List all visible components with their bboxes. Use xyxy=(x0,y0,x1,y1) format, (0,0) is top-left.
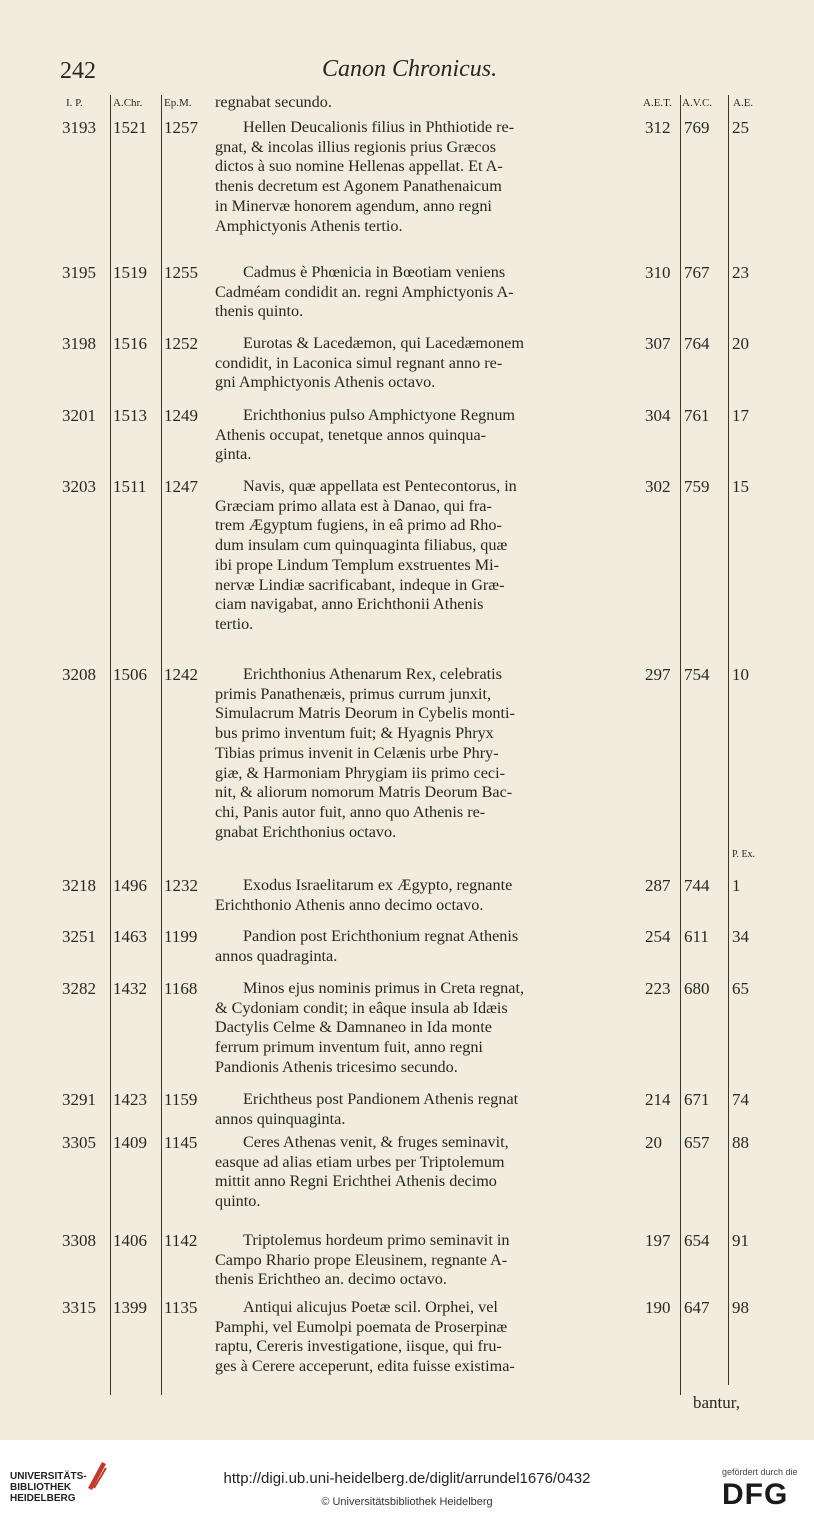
text-line: Ceres Athenas venit, & fruges seminavit, xyxy=(243,1133,509,1151)
year-ae: 25 xyxy=(732,118,749,137)
text-line: Pandion post Erichthonium regnat Athenis xyxy=(243,927,519,945)
text-line: quinto. xyxy=(215,1192,261,1211)
year-ip: 3198 xyxy=(62,334,96,353)
year-avc: 759 xyxy=(684,477,710,496)
year-avc: 671 xyxy=(684,1090,710,1109)
text-line: dictos à suo nomine Hellenas appellat. Et A- xyxy=(215,157,503,176)
text-line: & Cydoniam condit; in eâque insula ab Idæis xyxy=(215,998,508,1017)
text-line: gni Amphictyonis Athenis octavo. xyxy=(215,373,436,392)
text-line: thenis quinto. xyxy=(215,302,304,321)
year-aet: 312 xyxy=(645,118,671,137)
text-line: ibi prope Lindum Templum exstruentes Mi- xyxy=(215,555,500,574)
catchword: bantur, xyxy=(693,1393,740,1412)
column-rule xyxy=(680,95,681,1395)
year-aet: 223 xyxy=(645,979,671,998)
text-line: gnat, & incolas illius regionis prius Græcos xyxy=(215,137,497,156)
year-epm: 1242 xyxy=(164,665,198,684)
year-aet: 297 xyxy=(645,665,671,684)
year-epm: 1249 xyxy=(164,406,198,425)
year-epm: 1255 xyxy=(164,263,198,282)
year-ae: 20 xyxy=(732,334,749,353)
year-ae: 23 xyxy=(732,263,749,282)
side-note: P. Ex. xyxy=(732,849,756,860)
col-head-epm: Ep.M. xyxy=(164,97,192,109)
page-number: 242 xyxy=(60,58,96,84)
text-line: thenis decretum est Agonem Panathenaicum xyxy=(215,177,502,196)
year-epm: 1135 xyxy=(164,1298,198,1317)
text-line: in Minervæ honorem agendum, anno regni xyxy=(215,196,492,215)
text-line: Minos ejus nominis primus in Creta regnat, xyxy=(243,979,525,997)
year-achr: 1406 xyxy=(113,1231,147,1250)
text-line: Erichthonius Athenarum Rex, celebratis xyxy=(243,665,502,683)
text-line: easque ad alias etiam urbes per Triptolemum xyxy=(215,1152,505,1171)
text-line: Erichtheus post Pandionem Athenis regnat xyxy=(243,1090,519,1108)
year-epm: 1142 xyxy=(164,1231,198,1250)
year-ae: 15 xyxy=(732,477,749,496)
dfg-logo: DFG xyxy=(722,1478,789,1511)
text-line: nit, & aliorum nomorum Matris Deorum Bac- xyxy=(215,783,513,802)
year-achr: 1463 xyxy=(113,927,147,946)
entry-text xyxy=(215,118,635,236)
year-epm: 1252 xyxy=(164,334,198,353)
year-achr: 1496 xyxy=(113,876,147,895)
text-line: Antiqui alicujus Poetæ scil. Orphei, vel xyxy=(243,1298,498,1316)
year-avc: 764 xyxy=(684,334,710,353)
year-ip: 3208 xyxy=(62,665,96,684)
year-ip: 3195 xyxy=(62,263,96,282)
year-avc: 744 xyxy=(684,876,710,895)
year-achr: 1423 xyxy=(113,1090,147,1109)
text-line: trem Ægyptum fugiens, in eâ primo ad Rho- xyxy=(215,516,502,535)
text-line: dum insulam cum quinquaginta filiabus, quæ xyxy=(215,536,508,555)
year-achr: 1432 xyxy=(113,979,147,998)
entry-text xyxy=(215,927,635,966)
year-ip: 3308 xyxy=(62,1231,96,1250)
year-ae: 65 xyxy=(732,979,749,998)
running-title: Canon Chronicus. xyxy=(322,56,498,82)
year-epm: 1168 xyxy=(164,979,198,998)
text-line: bus primo inventum fuit; & Hyagnis Phryx xyxy=(215,724,494,743)
entry-text xyxy=(215,406,635,465)
continuation-text: regnabat secundo. xyxy=(215,93,332,111)
col-head-aet: A.E.T. xyxy=(643,97,672,109)
text-line: annos quinquaginta. xyxy=(215,1109,346,1128)
year-achr: 1409 xyxy=(113,1133,147,1152)
year-avc: 611 xyxy=(684,927,709,946)
col-head-ae: A.E. xyxy=(733,97,754,109)
text-line: Navis, quæ appellata est Pentecontorus, in xyxy=(243,477,517,495)
entry-text xyxy=(215,1090,635,1129)
entry-text xyxy=(215,477,635,635)
text-line: Exodus Israelitarum ex Ægypto, regnante xyxy=(243,876,513,894)
year-achr: 1506 xyxy=(113,665,147,684)
text-line: gnabat Erichthonius octavo. xyxy=(215,822,397,841)
year-aet: 190 xyxy=(645,1298,671,1317)
text-line: tertio. xyxy=(215,614,254,633)
text-line: Pamphi, vel Eumolpi poemata de Proserpinæ xyxy=(215,1317,508,1336)
year-ip: 3201 xyxy=(62,406,96,425)
text-line: ginta. xyxy=(215,445,252,464)
year-ae: 88 xyxy=(732,1133,749,1152)
funded-by-label: gefördert durch die xyxy=(722,1467,798,1477)
year-ip: 3305 xyxy=(62,1133,96,1152)
year-achr: 1399 xyxy=(113,1298,147,1317)
year-avc: 654 xyxy=(684,1231,710,1250)
year-ae: 10 xyxy=(732,665,749,684)
column-rule xyxy=(728,95,729,1385)
text-line: ciam navigabat, anno Erichthonii Athenis xyxy=(215,595,484,614)
text-line: raptu, Cereris investigatione, iisque, qui fru- xyxy=(215,1337,502,1356)
year-ae: 17 xyxy=(732,406,749,425)
text-line: Erichthonio Athenis anno decimo octavo. xyxy=(215,895,484,914)
text-line: Erichthonius pulso Amphictyone Regnum xyxy=(243,406,516,424)
year-avc: 657 xyxy=(684,1133,710,1152)
entry-text xyxy=(215,1298,635,1377)
text-line: giæ, & Harmoniam Phrygiam iis primo ceci- xyxy=(215,763,505,782)
year-achr: 1511 xyxy=(113,477,147,496)
logo-line: HEIDELBERG xyxy=(10,1493,76,1504)
entry-text xyxy=(215,1133,635,1212)
text-line: chi, Panis autor fuit, anno quo Athenis re- xyxy=(215,802,486,821)
text-line: Amphictyonis Athenis tertio. xyxy=(215,216,403,235)
text-line: Græciam primo allata est à Danao, qui fra- xyxy=(215,496,492,515)
year-aet: 302 xyxy=(645,477,671,496)
year-avc: 769 xyxy=(684,118,710,137)
text-line: nervæ Lindiæ sacrificabant, indeque in Græ- xyxy=(215,575,505,594)
year-aet: 214 xyxy=(645,1090,671,1109)
text-line: primis Panathenæis, primus currum junxit, xyxy=(215,684,492,703)
text-line: Hellen Deucalionis filius in Phthiotide re- xyxy=(243,118,515,136)
text-line: ges à Cerere acceperunt, edita fuisse existima- xyxy=(215,1357,515,1376)
year-aet: 310 xyxy=(645,263,671,282)
logo-line: BIBLIOTHEK xyxy=(10,1482,72,1493)
year-ae: 34 xyxy=(732,927,749,946)
text-line: mittit anno Regni Erichthei Athenis decimo xyxy=(215,1172,497,1191)
text-line: Dactylis Celme & Damnaneo in Ida monte xyxy=(215,1018,492,1037)
col-head-ip: I. P. xyxy=(66,97,83,109)
year-avc: 647 xyxy=(684,1298,710,1317)
entry-text xyxy=(215,876,635,915)
year-achr: 1513 xyxy=(113,406,147,425)
text-line: condidit, in Laconica simul regnant anno re- xyxy=(215,353,503,372)
year-aet: 20 xyxy=(645,1133,662,1152)
entry-text xyxy=(215,334,635,393)
year-epm: 1232 xyxy=(164,876,198,895)
entry-text xyxy=(215,665,635,842)
year-aet: 304 xyxy=(645,406,671,425)
year-aet: 254 xyxy=(645,927,671,946)
year-achr: 1516 xyxy=(113,334,147,353)
year-avc: 754 xyxy=(684,665,710,684)
year-achr: 1519 xyxy=(113,263,147,282)
year-ae: 91 xyxy=(732,1231,749,1250)
year-epm: 1257 xyxy=(164,118,198,137)
year-aet: 287 xyxy=(645,876,671,895)
logo-line: UNIVERSITÄTS- xyxy=(10,1471,87,1482)
text-line: Eurotas & Lacedæmon, qui Lacedæmonem xyxy=(243,334,524,352)
entry-text xyxy=(215,979,635,1078)
year-aet: 197 xyxy=(645,1231,671,1250)
year-epm: 1159 xyxy=(164,1090,198,1109)
year-avc: 767 xyxy=(684,263,710,282)
text-line: Athenis occupat, tenetque annos quinqua- xyxy=(215,425,487,444)
col-head-achr: A.Chr. xyxy=(113,97,143,109)
text-line: Triptolemus hordeum primo seminavit in xyxy=(243,1231,510,1249)
year-avc: 680 xyxy=(684,979,710,998)
year-epm: 1199 xyxy=(164,927,198,946)
text-line: Campo Rhario prope Eleusinem, regnante A- xyxy=(215,1250,508,1269)
year-epm: 1145 xyxy=(164,1133,198,1152)
permalink[interactable]: http://digi.ub.uni-heidelberg.de/diglit/arrundel1676/0432 xyxy=(223,1470,591,1487)
year-ae: 1 xyxy=(732,876,741,895)
entry-text xyxy=(215,263,635,322)
year-ip: 3282 xyxy=(62,979,96,998)
year-ae: 74 xyxy=(732,1090,749,1109)
text-line: Tibias primus invenit in Celænis urbe Phry- xyxy=(215,743,499,762)
text-line: ferrum primum inventum fuit, anno regni xyxy=(215,1038,483,1057)
year-ae: 98 xyxy=(732,1298,749,1317)
column-rule xyxy=(161,95,162,1395)
year-aet: 307 xyxy=(645,334,671,353)
text-line: thenis Erichtheo an. decimo octavo. xyxy=(215,1270,447,1289)
copyright: © Universitätsbibliothek Heidelberg xyxy=(321,1496,493,1508)
text-line: Cadméam condidit an. regni Amphictyonis A- xyxy=(215,282,514,301)
year-achr: 1521 xyxy=(113,118,147,137)
year-ip: 3218 xyxy=(62,876,96,895)
col-head-avc: A.V.C. xyxy=(682,97,713,109)
year-avc: 761 xyxy=(684,406,710,425)
text-line: Simulacrum Matris Deorum in Cybelis monti- xyxy=(215,704,515,723)
text-line: annos quadraginta. xyxy=(215,946,338,965)
entry-text xyxy=(215,1231,635,1290)
year-ip: 3193 xyxy=(62,118,96,137)
year-ip: 3203 xyxy=(62,477,96,496)
text-line: Cadmus è Phœnicia in Bœotiam veniens xyxy=(243,263,506,281)
year-epm: 1247 xyxy=(164,477,198,496)
year-ip: 3291 xyxy=(62,1090,96,1109)
year-ip: 3315 xyxy=(62,1298,96,1317)
text-line: Pandionis Athenis tricesimo secundo. xyxy=(215,1057,458,1076)
column-rule xyxy=(110,95,111,1395)
year-ip: 3251 xyxy=(62,927,96,946)
